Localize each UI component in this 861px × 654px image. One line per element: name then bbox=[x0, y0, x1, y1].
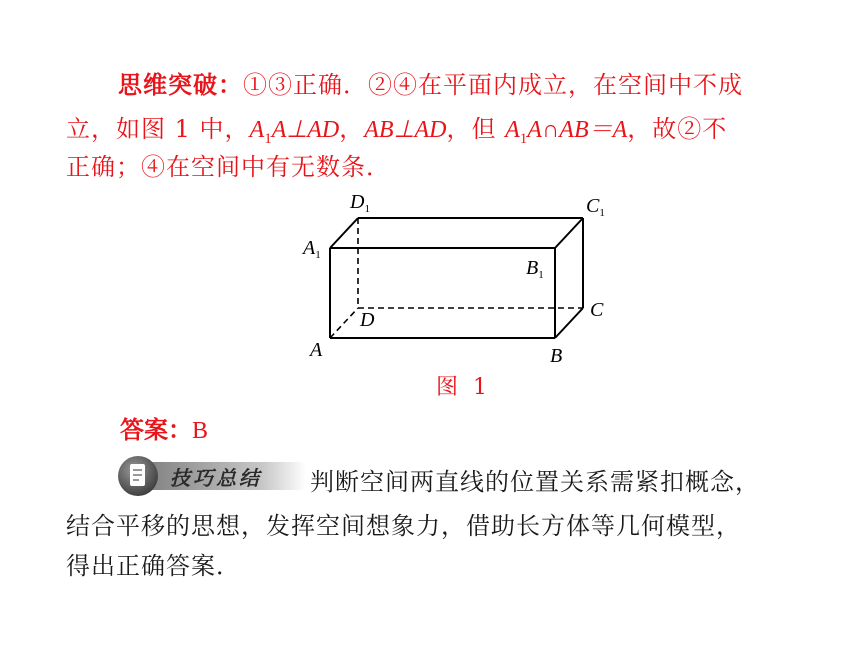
solution-line1-text: ①③正确．②④在平面内成立，在空间中不成 bbox=[243, 71, 743, 99]
tip-badge-label: 技巧总结 bbox=[170, 466, 262, 490]
edge-bc bbox=[555, 308, 583, 338]
label-c: C bbox=[590, 299, 604, 321]
solution-separator: ， bbox=[339, 115, 365, 143]
label-a: A bbox=[310, 339, 323, 361]
answer-value: B bbox=[192, 418, 209, 444]
math-subscript: 1 bbox=[519, 130, 528, 147]
math-symbol: A bbox=[505, 117, 520, 143]
solution-line2-text: 立，如图 1 中， bbox=[66, 115, 250, 143]
solution-line2-end: ，故②不 bbox=[627, 115, 728, 143]
figure-caption: 图 1 bbox=[436, 375, 491, 400]
math-intersection bbox=[505, 117, 628, 147]
label-b: B bbox=[550, 345, 563, 367]
edge-ad-hidden bbox=[330, 308, 358, 338]
label-c1: $C_1$ bbox=[586, 195, 605, 219]
math-symbol: A⊥AD bbox=[271, 117, 340, 143]
solution-lead-label: 思维突破： bbox=[118, 71, 243, 99]
math-symbol: A bbox=[249, 117, 265, 143]
edge-b1c1 bbox=[555, 218, 583, 248]
label-d1: $D_1$ bbox=[350, 191, 370, 215]
tip-line-3: 得出正确答案． bbox=[66, 552, 241, 580]
answer-label: 答案： bbox=[120, 416, 192, 444]
math-subscript: 1 bbox=[264, 130, 272, 147]
edge-a1d1 bbox=[330, 218, 358, 248]
math-a1a-perp-ad bbox=[249, 117, 340, 147]
math-symbol: A∩AB＝A bbox=[527, 117, 628, 143]
label-b1: $B_1$ bbox=[526, 257, 544, 281]
solution-separator: ，但 bbox=[446, 115, 506, 143]
solution-line-3: 正确；④在空间中有无数条． bbox=[66, 153, 391, 181]
answer-line bbox=[120, 410, 208, 445]
tip-line-2: 结合平移的思想，发挥空间想象力，借助长方体等几何模型， bbox=[66, 512, 741, 540]
document-icon bbox=[130, 464, 145, 486]
tip-line-1: 判断空间两直线的位置关系需紧扣概念， bbox=[310, 468, 760, 496]
label-a1: $A_1$ bbox=[303, 237, 321, 261]
solution-line-1 bbox=[66, 66, 796, 104]
math-ab-perp-ad: AB⊥AD bbox=[364, 117, 447, 143]
cuboid-figure bbox=[300, 188, 630, 378]
label-d: D bbox=[360, 309, 375, 331]
